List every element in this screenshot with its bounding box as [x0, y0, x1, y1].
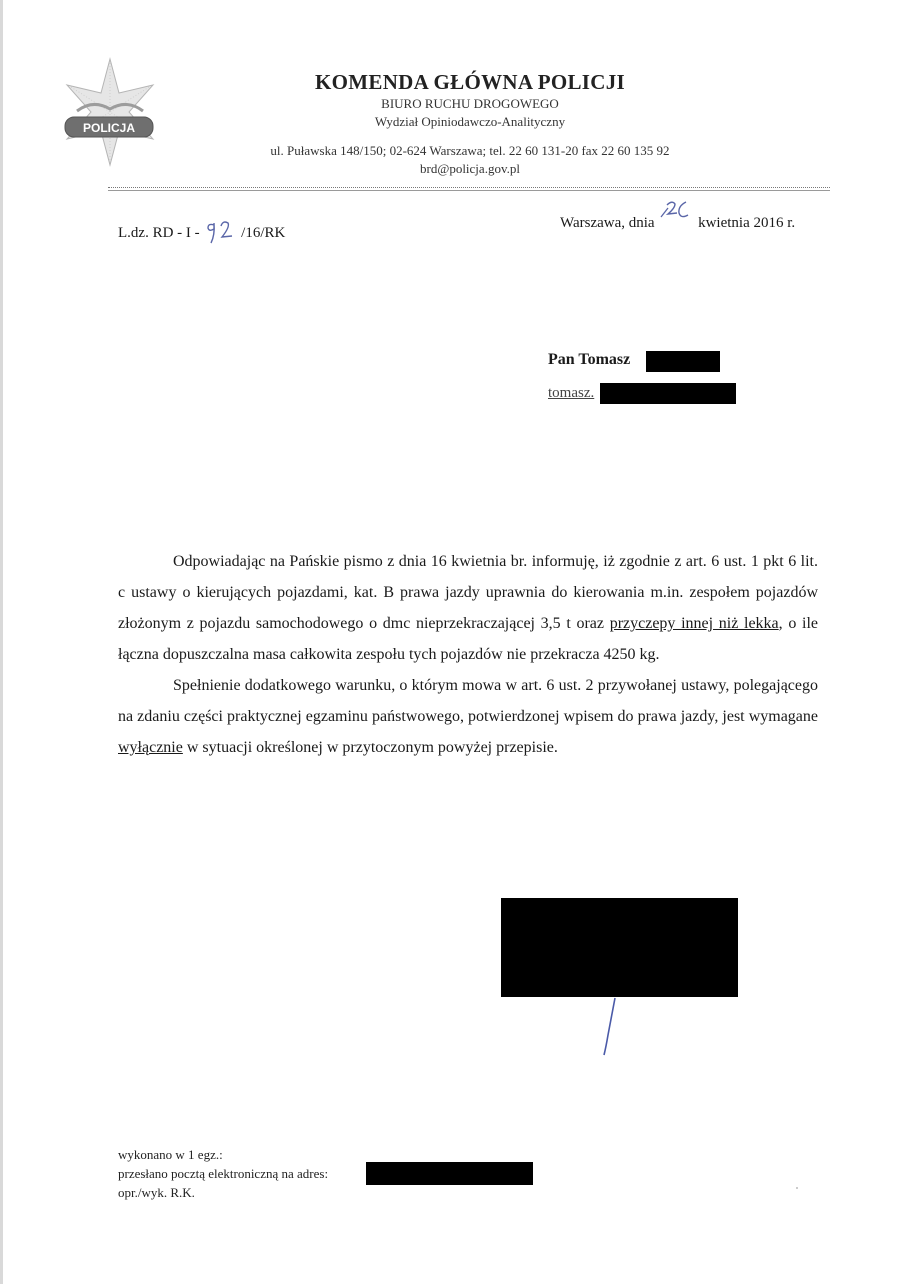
scan-speck: [796, 1187, 798, 1189]
paragraph-2-text-a: Spełnienie dodatkowego warunku, o którym mowa w art. 6 ust. 2 przywołanej ustawy, polegającego na zdaniu części praktycznej egzaminu państwowego, potwierdzonej wpisem do prawa jazdy, jest wymagane: [118, 677, 818, 725]
recipient-name: Pan Tomasz: [548, 351, 631, 368]
paragraph-1-text-a: Odpowiadając na Pańskie pismo z dnia 16 kwietnia br. informuję, iż zgodnie z art. 6 ust. 1 pkt 6 lit. c ustawy o kierujących pojazdami, kat. B prawa jazdy uprawnia do kierowania m.in. zespołem pojazdów złożonym z pojazdu samochodowego o dmc nieprzekraczającej 3,5 t oraz: [118, 553, 818, 632]
scan-edge: [0, 0, 3, 1284]
footer-sent-to: przesłano pocztą elektroniczną na adres:: [118, 1166, 329, 1181]
paragraph-2: [118, 670, 818, 763]
redacted-signature-block: [501, 898, 738, 997]
header-divider: [108, 187, 830, 188]
org-address: ul. Puławska 148/150; 02-624 Warszawa; tel. 22 60 131-20 fax 22 60 135 92: [270, 143, 670, 158]
date-prefix: Warszawa, dnia: [560, 215, 655, 231]
org-title: KOMENDA GŁÓWNA POLICJI: [315, 70, 625, 94]
paragraph-2-text-b: w sytuacji określonej w przytoczonym powyżej przepisie.: [182, 739, 558, 756]
date-suffix: kwietnia 2016 r.: [698, 215, 796, 231]
org-email: brd@policja.gov.pl: [420, 161, 520, 176]
recipient-email[interactable]: tomasz.: [548, 385, 595, 401]
footer-prepared-by: opr./wyk. R.K.: [118, 1185, 195, 1200]
header-divider-line: [108, 190, 830, 191]
redacted-footer-address: [366, 1162, 533, 1185]
emblem-text: POLICJA: [82, 121, 136, 135]
paragraph-1-underlined: przyczepy innej niż lekka: [609, 615, 779, 632]
paragraph-2-underlined: wyłącznie: [118, 739, 183, 756]
org-division: Wydział Opiniodawczo-Analityczny: [374, 114, 566, 129]
reference-suffix: /16/RK: [241, 225, 286, 241]
reference-line: [118, 217, 285, 247]
signature-stroke: [595, 995, 625, 1057]
handwritten-day: [658, 199, 694, 223]
org-department: BIURO RUCHU DROGOWEGO: [381, 96, 559, 111]
police-star-emblem: [55, 55, 165, 170]
date-line: [560, 199, 795, 232]
redacted-surname: [646, 351, 720, 372]
redacted-email: [600, 383, 736, 404]
paragraph-1: [118, 546, 818, 670]
footer-copies: wykonano w 1 egz.:: [118, 1147, 223, 1162]
letter-body: [118, 546, 818, 763]
paragraph-1-text-b: , o ile łączna dopuszczalna masa całkowita zespołu tych pojazdów nie przekracza 4250 kg.: [118, 615, 819, 663]
handwritten-reference-number: [203, 217, 237, 247]
reference-prefix: L.dz. RD - I -: [118, 225, 200, 241]
